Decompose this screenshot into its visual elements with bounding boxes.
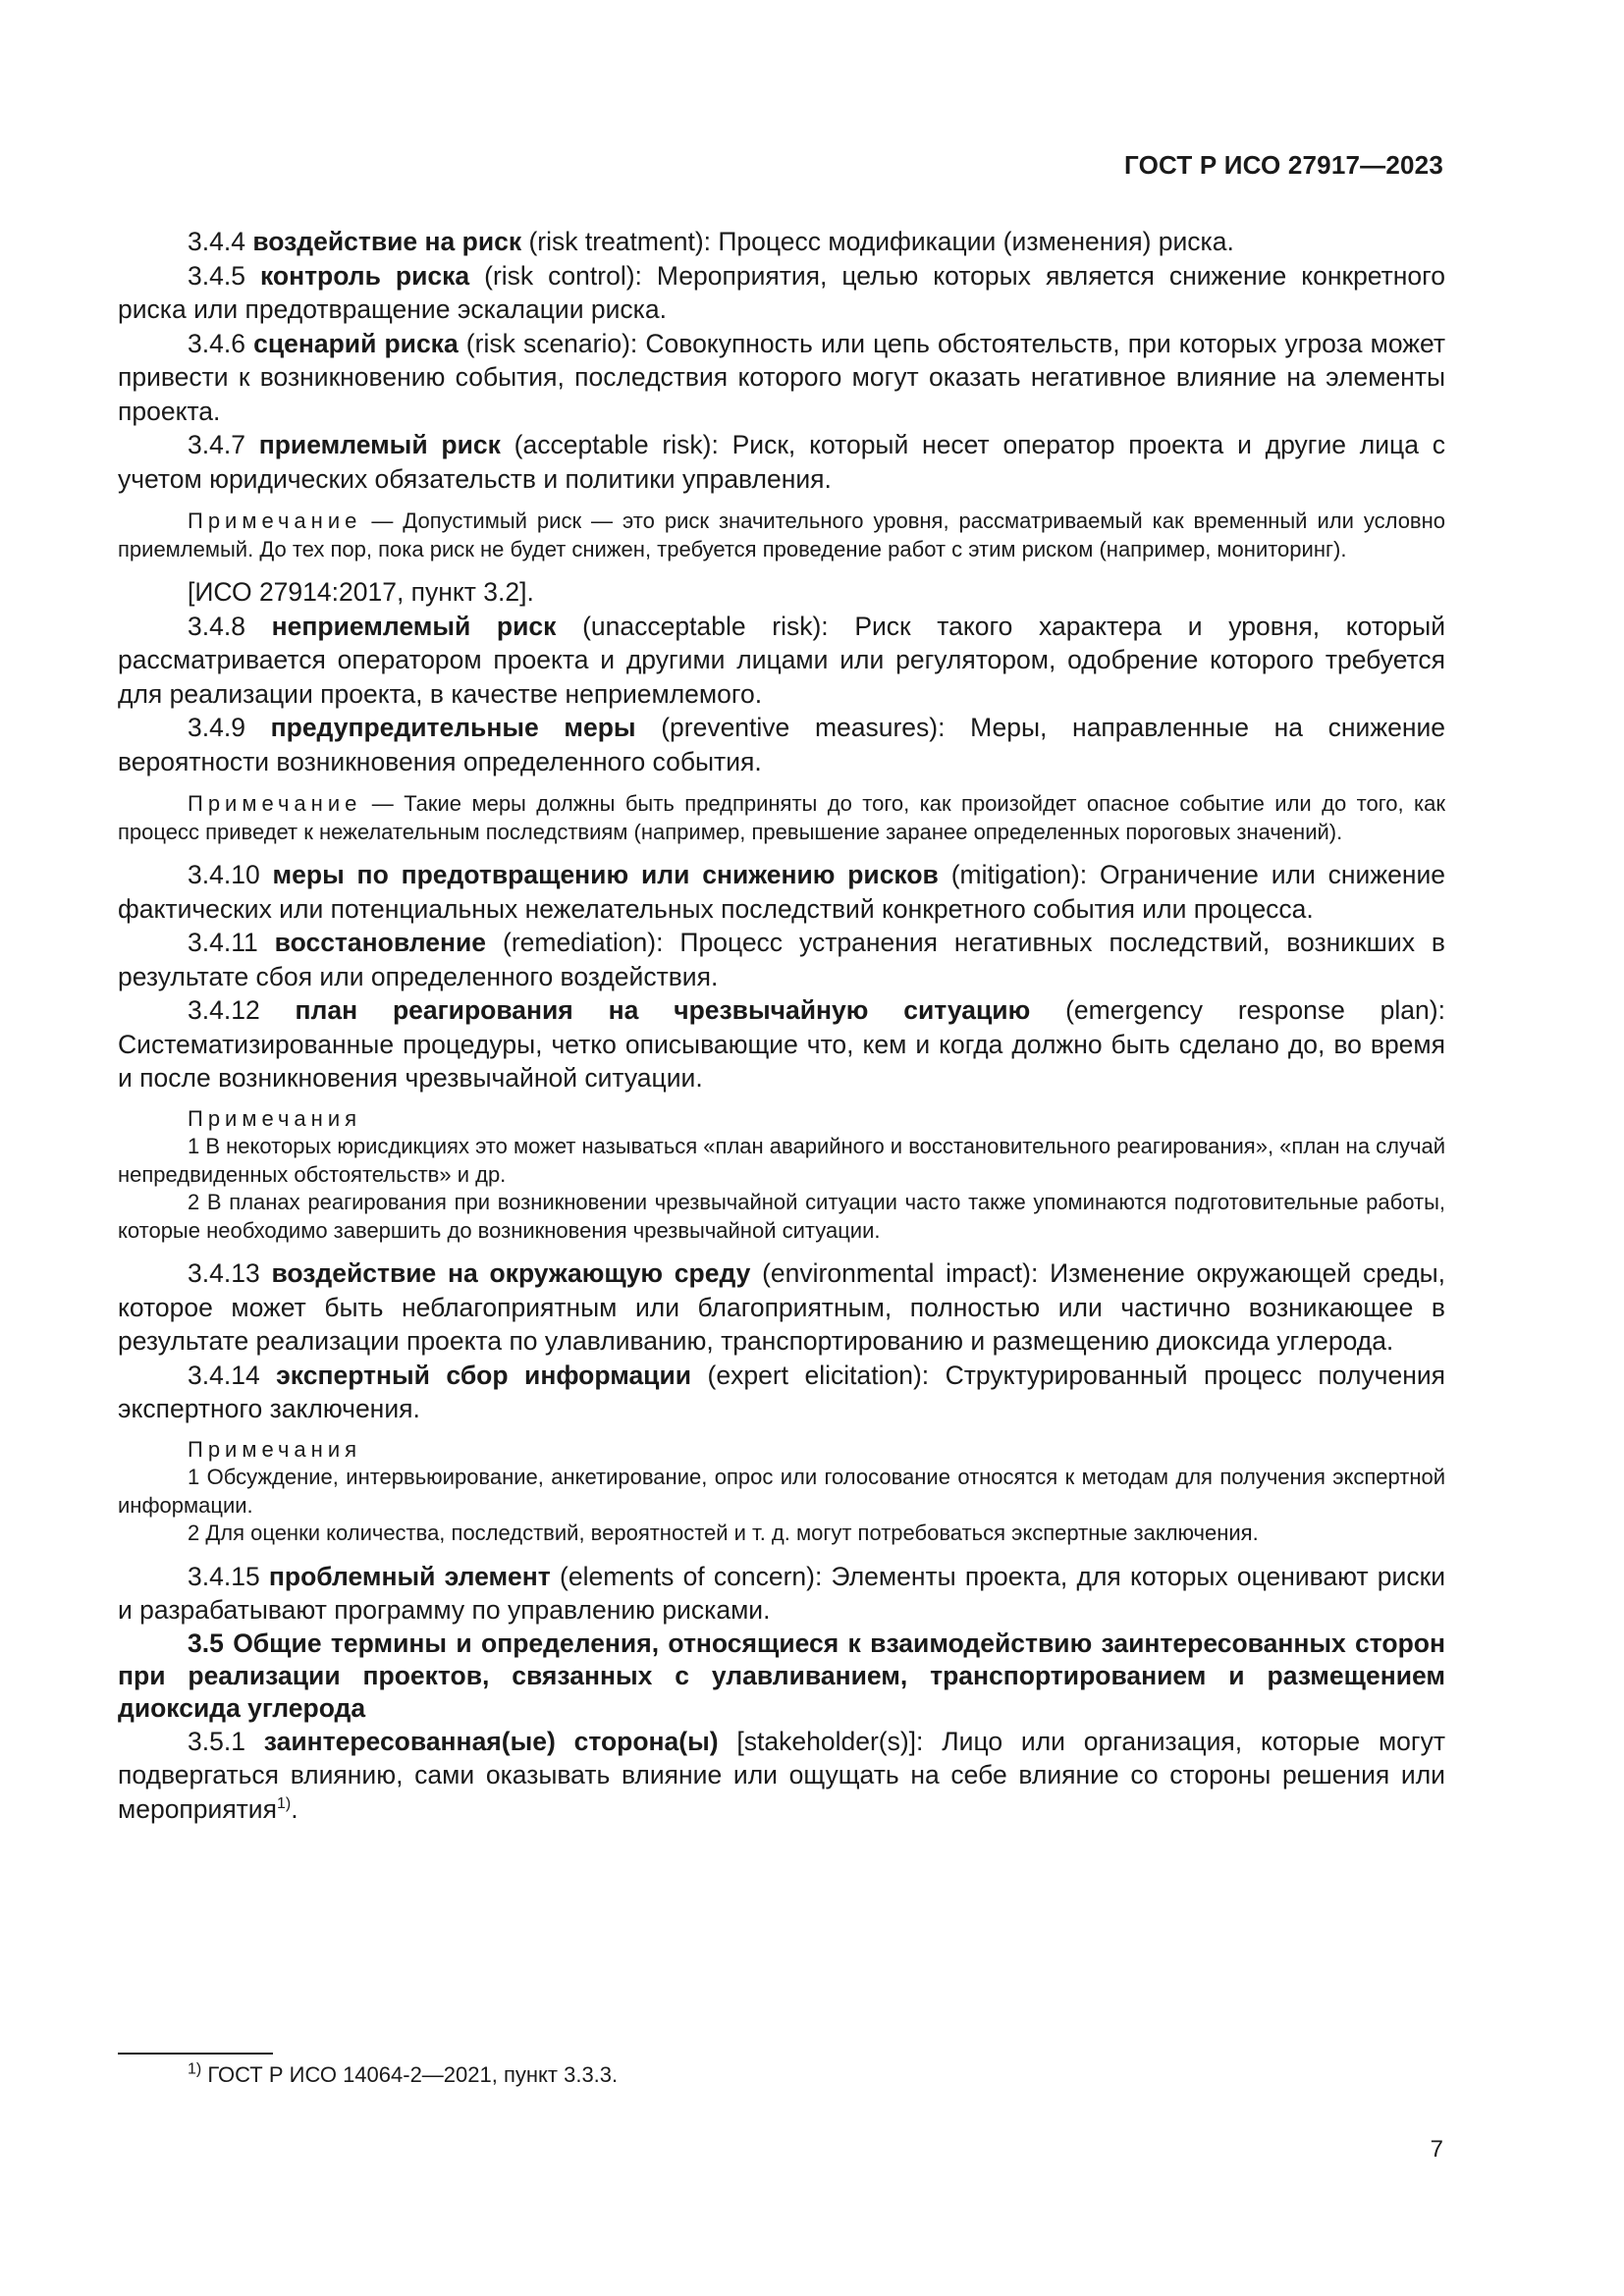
term-name: неприемлемый риск xyxy=(271,611,557,641)
term-definition: (remediation): Процесс устранения негативных последствий, возникших в результате сбоя или определенного воздействия. xyxy=(118,928,1445,991)
term-entry xyxy=(118,225,1445,259)
document-code-header: ГОСТ Р ИСО 27917—2023 xyxy=(1123,150,1443,180)
term-definition: [stakeholder(s)]: Лицо или организация, которые могут подвергаться влиянию, сами оказывать влияние или ощущать на себе влияние со стороны решения или мероприятия xyxy=(118,1726,1445,1824)
term-entry xyxy=(118,993,1445,1095)
note-text: — Допустимый риск — это риск значительного уровня, рассматриваемый как временный или условно приемлемый. До тех пор, пока риск не будет снижен, требуется проведение работ с этим риском (например, мониторинг). xyxy=(118,508,1445,561)
term-entry xyxy=(118,259,1445,327)
note-label: Примечание xyxy=(188,508,362,533)
page-number: 7 xyxy=(1430,2136,1443,2163)
footnote-mark: 1) xyxy=(188,2060,202,2078)
term-definition: (risk control): Мероприятия, целью которых является снижение конкретного риска или предотвращение эскалации риска. xyxy=(118,260,1445,324)
term-entry xyxy=(118,1359,1445,1426)
term-number: 3.4.15 xyxy=(188,1561,260,1591)
term-definition-end: . xyxy=(291,1793,298,1824)
term-definition: (environmental impact): Изменение окружающей среды, которое может быть неблагоприятным или благоприятным, полностью или частично возникающее в результате реализации проекта по улавливанию, транспортированию и размещению диоксида углерода. xyxy=(118,1258,1445,1356)
term-definition: (mitigation): Ограничение или снижение фактических или потенциальных нежелательных последствий конкретного события или процесса. xyxy=(118,860,1445,924)
term-entry xyxy=(118,1560,1445,1628)
term-definition: (unacceptable risk): Риск такого характера и уровня, который рассматривается оператором проекта и другими лицами или регулятором, одобрение которого требуется для реализации проекта, в качестве неприемлемого. xyxy=(118,611,1446,709)
term-name: воздействие на окружающую среду xyxy=(271,1258,751,1288)
main-content xyxy=(118,225,1445,1826)
term-number: 3.5.1 xyxy=(188,1726,245,1756)
reference: [ИСО 27914:2017, пункт 3.2]. xyxy=(188,577,534,607)
term-name: сценарий риска xyxy=(253,328,459,358)
term-number: 3.4.13 xyxy=(188,1258,260,1288)
term-name: экспертный сбор информации xyxy=(276,1360,692,1390)
term-definition: (risk scenario): Совокупность или цепь обстоятельств, при которых угроза может привести к возникновению события, последствия которого могут оказать негативное влияние на элементы проекта. xyxy=(118,328,1445,426)
term-entry xyxy=(118,711,1445,778)
notes-label: Примечания xyxy=(188,1436,362,1462)
term-entry xyxy=(118,610,1445,712)
term-name: меры по предотвращению или снижению рисков xyxy=(272,860,939,889)
term-name: предупредительные меры xyxy=(270,713,636,742)
note-item: 2 В планах реагирования при возникновении чрезвычайной ситуации часто также упоминаются подготовительные работы, которые необходимо завершить до возникновения чрезвычайной ситуации. xyxy=(118,1190,1445,1243)
term-entry xyxy=(118,1256,1445,1359)
note xyxy=(118,507,1445,563)
notes-block xyxy=(118,1105,1445,1246)
term-name: воздействие на риск xyxy=(252,227,522,256)
note-item: 1 В некоторых юрисдикциях это может называться «план аварийного и восстановительного реагирования», «план на случай непредвиденных обстоятельств» и др. xyxy=(118,1134,1445,1187)
term-number: 3.4.14 xyxy=(188,1360,260,1390)
term-definition: (risk treatment): Процесс модификации (изменения) риска. xyxy=(521,227,1234,256)
term-definition: (emergency response plan): Систематизированные процедуры, четко описывающие что, кем и когда должно быть сделано до, во время и после возникновения чрезвычайной ситуации. xyxy=(118,995,1445,1093)
term-definition: (preventive measures): Меры, направленные на снижение вероятности возникновения определенного события. xyxy=(118,713,1445,776)
note-label: Примечание xyxy=(188,791,362,816)
term-number: 3.4.9 xyxy=(188,713,245,742)
term-number: 3.4.5 xyxy=(188,260,245,291)
section-heading: 3.5 Общие термины и определения, относящиеся к взаимодействию заинтересованных сторон при реализации проектов, связанных с улавливанием, транспортированием и размещением диоксида углерода xyxy=(118,1628,1445,1723)
notes-label: Примечания xyxy=(188,1105,362,1131)
term-name: контроль риска xyxy=(259,260,470,291)
note-item: 1 Обсуждение, интервьюирование, анкетирование, опрос или голосование относятся к методам для получения экспертной информации. xyxy=(118,1465,1445,1518)
footnote-marker: 1) xyxy=(276,1794,292,1812)
term-number: 3.4.4 xyxy=(188,227,245,256)
note-item: 2 Для оценки количества, последствий, вероятностей и т. д. могут потребоваться экспертные заключения. xyxy=(188,1521,1259,1545)
term-entry xyxy=(118,1725,1445,1827)
footnote-divider xyxy=(118,2053,273,2055)
term-name: восстановление xyxy=(274,928,487,957)
term-name: приемлемый риск xyxy=(258,430,501,459)
term-number: 3.4.6 xyxy=(188,328,245,358)
footnote-text: ГОСТ Р ИСО 14064-2—2021, пункт 3.3.3. xyxy=(201,2062,619,2087)
term-definition: (acceptable risk): Риск, который несет оператор проекта и другие лица с учетом юридических обязательств и политики управления. xyxy=(118,430,1445,494)
term-name: проблемный элемент xyxy=(268,1561,551,1591)
term-number: 3.4.12 xyxy=(188,995,260,1025)
term-number: 3.4.10 xyxy=(188,860,260,889)
term-entry xyxy=(118,858,1445,926)
footnote xyxy=(188,2061,618,2089)
term-definition: (expert elicitation): Структурированный процесс получения экспертного заключения. xyxy=(118,1360,1445,1423)
note xyxy=(118,789,1445,846)
notes-block xyxy=(118,1436,1445,1548)
term-number: 3.4.7 xyxy=(188,430,245,459)
term-entry xyxy=(118,327,1445,429)
term-entry xyxy=(118,926,1445,993)
note-text: — Такие меры должны быть предприняты до того, как произойдет опасное событие или до того, как процесс приведет к нежелательным последствиям (например, превышение заранее определенных пороговых значений). xyxy=(118,791,1445,844)
term-number: 3.4.8 xyxy=(188,611,245,641)
term-entry xyxy=(118,428,1445,496)
term-name: план реагирования на чрезвычайную ситуацию xyxy=(295,995,1031,1025)
term-number: 3.4.11 xyxy=(188,928,258,957)
term-name: заинтересованная(ые) сторона(ы) xyxy=(263,1726,719,1756)
term-definition: (elements of concern): Элементы проекта, для которых оценивают риски и разрабатывают программу по управлению рисками. xyxy=(118,1561,1445,1625)
